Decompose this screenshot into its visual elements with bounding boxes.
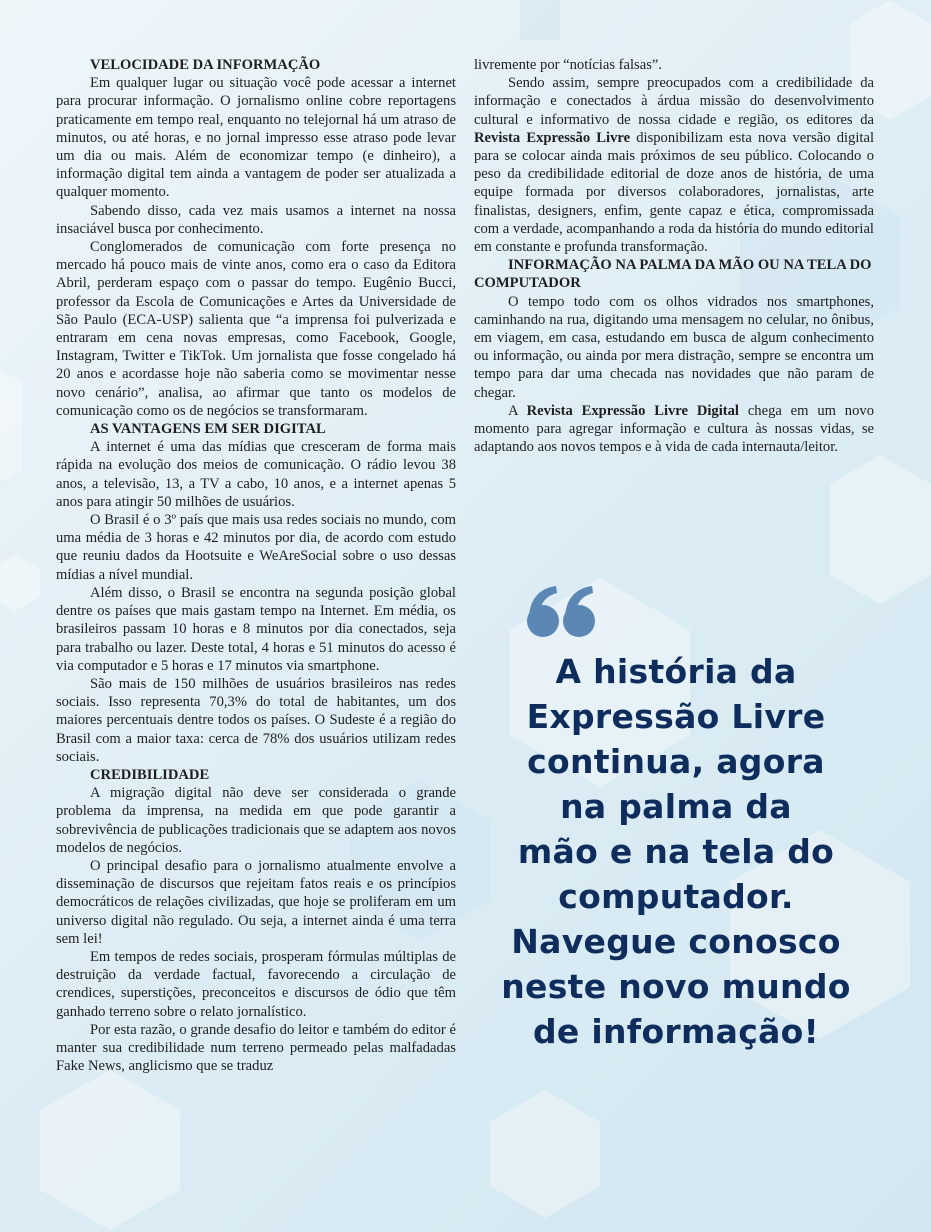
paragraph: Em qualquer lugar ou situação você pode acessar a internet para procurar informação. O jornalismo online cobre reportagens praticamente em tempo real, enquanto no telejornal há um atraso de minutos, ou até horas, e no jornal impresso esse atraso pode levar um dia ou mais. Além de economizar tempo (e dinheiro), a informação digital tem ainda a vantagem de poder ser atualizada a qualquer momento. — [56, 75, 456, 201]
paragraph: O tempo todo com os olhos vidrados nos smartphones, caminhando na rua, digitando uma mensagem no celular, no ônibus, em viagem, em casa, estudando em busca de algum conhecimento ou informação, ou ainda por mera distração, sempre se encontra um tempo para dar uma checada nas novidades que não param de chegar. — [474, 293, 874, 401]
section-heading-credibilidade: CREDIBILIDADE — [90, 766, 210, 783]
section-heading-palma-da-mao: INFORMAÇÃO NA PALMA DA MÃO OU NA TELA DO COMPUTADOR — [474, 257, 872, 292]
text-run: A — [508, 402, 527, 419]
paragraph: A internet é uma das mídias que cresceram de forma mais rápida na evolução dos meios de comunicação. O rádio levou 38 anos, a televisão, 13, a TV a cabo, 10 anos, e a internet apenas 5 anos para atingir 50 milhões de usuários. — [56, 439, 456, 510]
quote-line: Expressão Livre — [526, 697, 826, 736]
paragraph-continuation: livremente por “notícias falsas”. — [474, 57, 663, 73]
magazine-digital-name: Revista Expressão Livre Digital — [526, 402, 739, 419]
paragraph: Em tempos de redes sociais, prosperam fórmulas múltiplas de destruição da verdade factual, favorecendo a circulação de crendices, superstições, preconceitos e discursos de ódio que têm ganhado terreno sobre o relato jornalístico. — [56, 948, 456, 1020]
paragraph: A migração digital não deve ser considerada o grande problema da imprensa, na medida em que pode garantir a sobrevivência de publicações tradicionais que se adaptem aos novos modelos de negócios. — [56, 785, 456, 856]
quote-line: Navegue conosco — [511, 922, 841, 961]
paragraph: Por esta razão, o grande desafio do leitor e também do editor é manter sua credibilidade num terreno permeado pelas malfadadas Fake News, anglicismo que se traduz — [56, 1021, 456, 1075]
section-heading-vantagens: AS VANTAGENS EM SER DIGITAL — [90, 421, 326, 438]
text-run: Sendo assim, sempre preocupados com a credibilidade da informação e conectados à árdua missão do desenvolvimento cultural e informativo de nossa cidade e região, os editores da — [474, 75, 874, 128]
quote-mark-icon — [526, 585, 598, 639]
quote-text — [500, 649, 852, 1054]
quote-line: na palma da — [560, 787, 792, 826]
quote-line: computador. — [558, 877, 794, 916]
paragraph: O Brasil é o 3º país que mais usa redes sociais no mundo, com uma média de 3 horas e 42 minutos por dia, de acordo com estudo que reuniu dados da Hootsuite e WeAreSocial sobre o uso dessas mídias a nível mundial. — [56, 512, 456, 583]
paragraph: Sabendo disso, cada vez mais usamos a internet na nossa insaciável busca por conhecimento. — [56, 202, 456, 237]
quote-line: continua, agora — [527, 742, 825, 781]
quote-line: mão e na tela do — [517, 832, 835, 871]
text-run: chega em um novo momento para agregar informação e cultura às nossas vidas, se adaptando aos novos tempos e à vida de cada internauta/leitor. — [474, 402, 874, 456]
paragraph: Conglomerados de comunicação com forte presença no mercado há pouco mais de vinte anos, como era o caso da Editora Abril, perderam espaço com o passar do tempo. Eugênio Bucci, professor da Escola de Comunicações e Artes da Universidade de São Paulo (ECA-USP) salienta que “a imprensa foi pulverizada e entraram em cena novas empresas, como Facebook, Google, Instagram, Twitter e TikTok. Um jornalista que fosse congelado há 20 anos e acordasse hoje não saberia como se movimentar nesse novo cenário”, analisa, ao afirmar que tanto os modelos de comunicação como os de negócios se transformaram. — [56, 239, 456, 419]
text-run: disponibilizam esta nova versão digital para se colocar ainda mais próximos de seu público. Colocando o peso da credibilidade editorial de doze anos de história, de uma equipe formada por diversos colaboradores, jornalistas, arte finalistas, designers, enfim, gente capaz e ética, compromissada com a verdade, acompanhando a roda da história do mundo editorial em constante e profunda transformação. — [474, 129, 874, 256]
quote-line: de informação! — [532, 1012, 819, 1051]
paragraph: São mais de 150 milhões de usuários brasileiros nas redes sociais. Isso representa 70,3% do total de habitantes, um dos maiores percentuais dentre todos os países. O Sudeste é a região do Brasil com a maior taxa: cerca de 78% dos usuários utilizam redes sociais. — [56, 675, 456, 765]
magazine-name: Revista Expressão Livre — [474, 129, 631, 146]
quote-line: neste novo mundo — [501, 967, 851, 1006]
paragraph: Além disso, o Brasil se encontra na segunda posição global dentre os países que mais gastam tempo na Internet. Em média, os brasileiros passam 10 horas e 8 minutos por dia conectados, seja para trabalho ou lazer. Deste total, 4 horas e 51 minutos do acesso é via computador e 5 horas e 17 minutos via smartphone. — [56, 584, 456, 674]
left-column — [56, 56, 456, 1075]
paragraph — [474, 74, 874, 256]
quote-line: A história da — [555, 652, 797, 691]
right-column — [474, 56, 874, 456]
paragraph: O principal desafio para o jornalismo atualmente envolve a disseminação de discursos que rejeitam fatos reais e os princípios democráticos de relações civilizadas, que hoje se proliferam em um universo digital não regulado. Ou seja, a internet ainda é uma terra sem lei! — [56, 857, 456, 947]
paragraph — [474, 402, 874, 457]
section-heading-velocidade: VELOCIDADE DA INFORMAÇÃO — [90, 57, 321, 73]
